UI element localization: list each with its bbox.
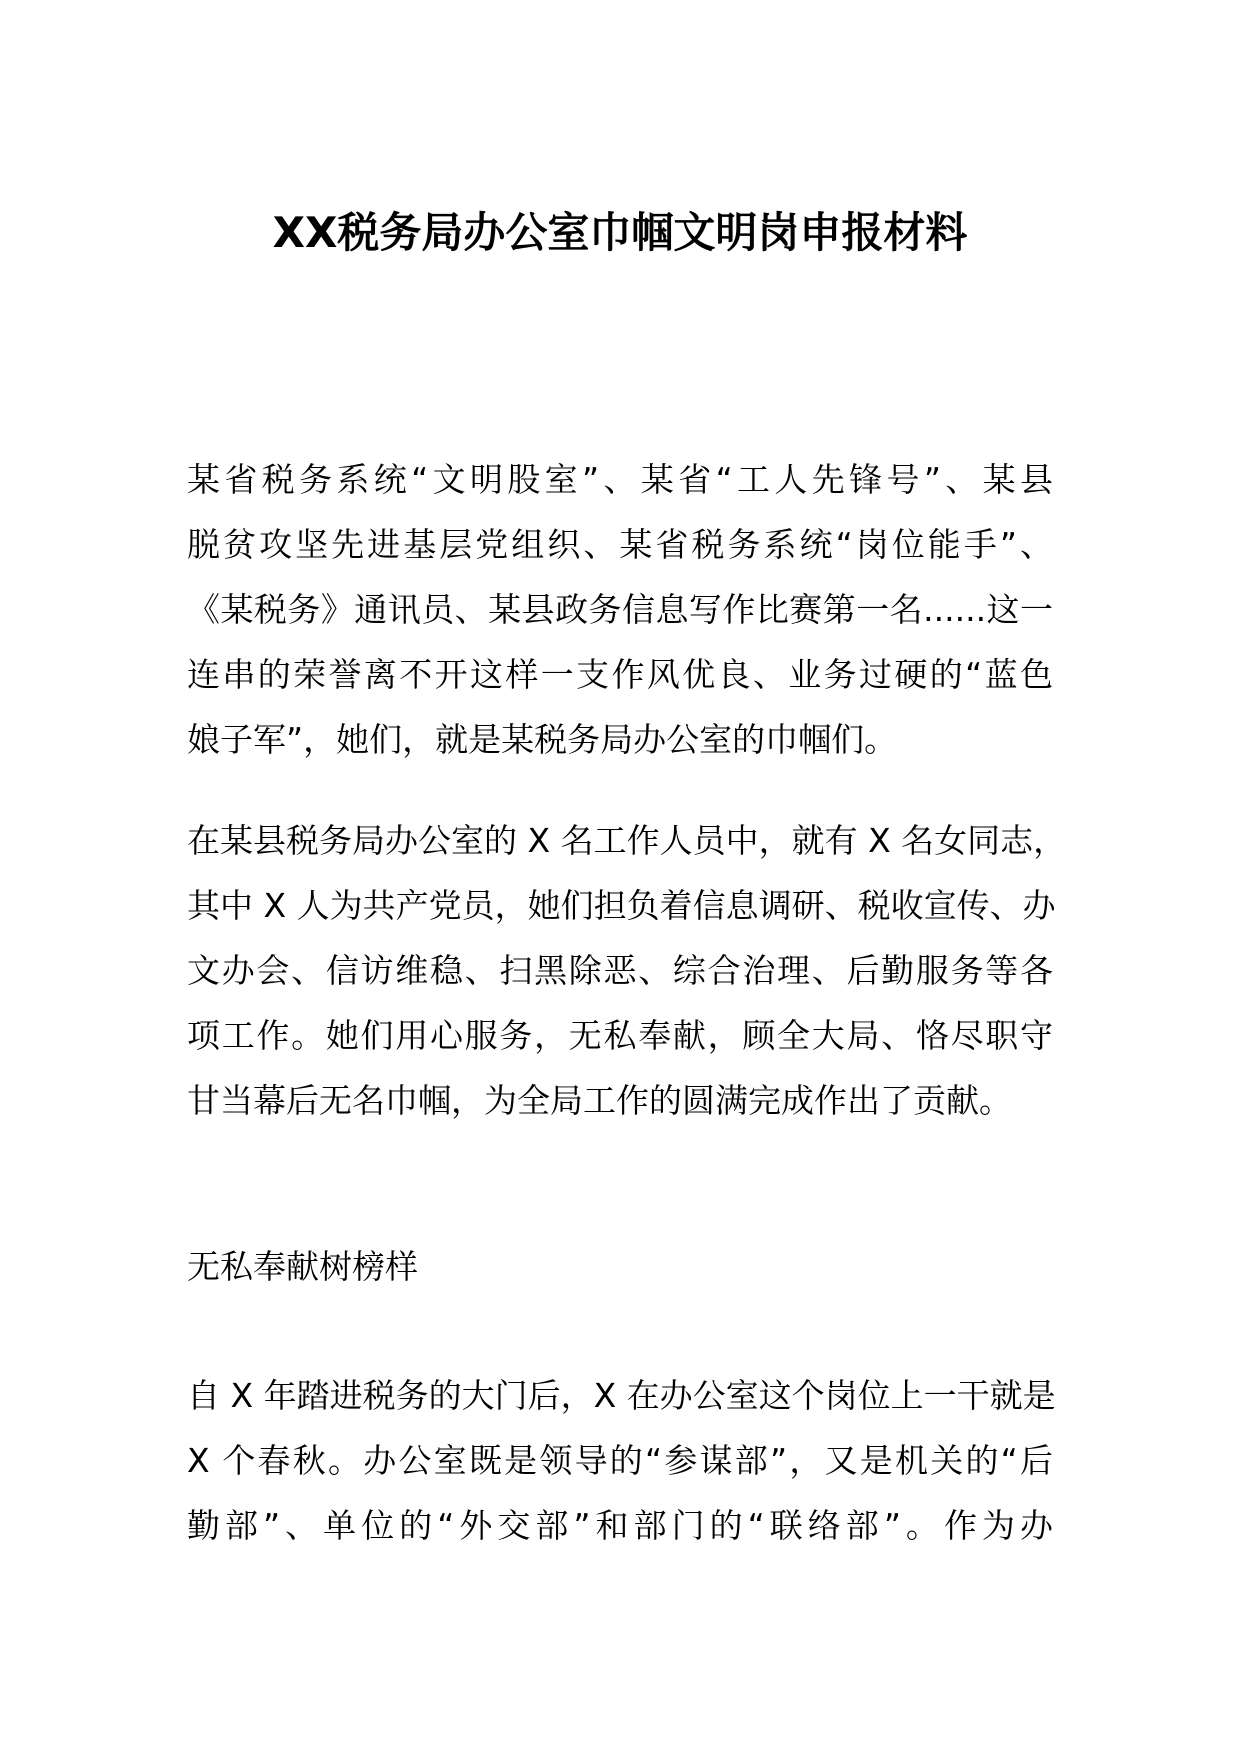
text-line: 娘子军”，她们，就是某税务局办公室的巾帼们。 [187,720,898,759]
paragraph-office-staff [187,808,1067,1133]
text-line: 项工作。她们用心服务，无私奉献，顾全大局、恪尽职守 [187,1016,1053,1055]
text-line: 在某县税务局办公室的 X 名工作人员中，就有 X 名女同志， [187,821,1067,860]
paragraph-intro [187,447,1053,772]
section-heading [187,1234,1053,1299]
text-line: 连串的荣誉离不开这样一支作风优良、业务过硬的“蓝色 [187,655,1053,694]
text-line: X 个春秋。办公室既是领导的“参谋部”，又是机关的“后 [187,1441,1053,1480]
text-line: 自 X 年踏进税务的大门后，X 在办公室这个岗位上一干就是 [187,1376,1056,1415]
text-line: 无私奉献树榜样 [187,1247,418,1286]
text-line: 文办会、信访维稳、扫黑除恶、综合治理、后勤服务等各 [187,951,1053,990]
text-line: 勤部”、单位的“外交部”和部门的“联络部”。作为办 [187,1506,1053,1545]
text-line: 某省税务系统“文明股室”、某省“工人先锋号”、某县 [187,460,1053,499]
text-line: 《某税务》通讯员、某县政务信息写作比赛第一名......这一 [187,590,1053,629]
document-title: XX税务局办公室巾帼文明岗申报材料 [272,208,968,257]
text-line: 甘当幕后无名巾帼，为全局工作的圆满完成作出了贡献。 [187,1081,1012,1120]
paragraph-career [187,1363,1056,1558]
text-line: 脱贫攻坚先进基层党组织、某省税务系统“岗位能手”、 [187,525,1053,564]
text-line: 其中 X 人为共产党员，她们担负着信息调研、税收宣传、办 [187,886,1056,925]
